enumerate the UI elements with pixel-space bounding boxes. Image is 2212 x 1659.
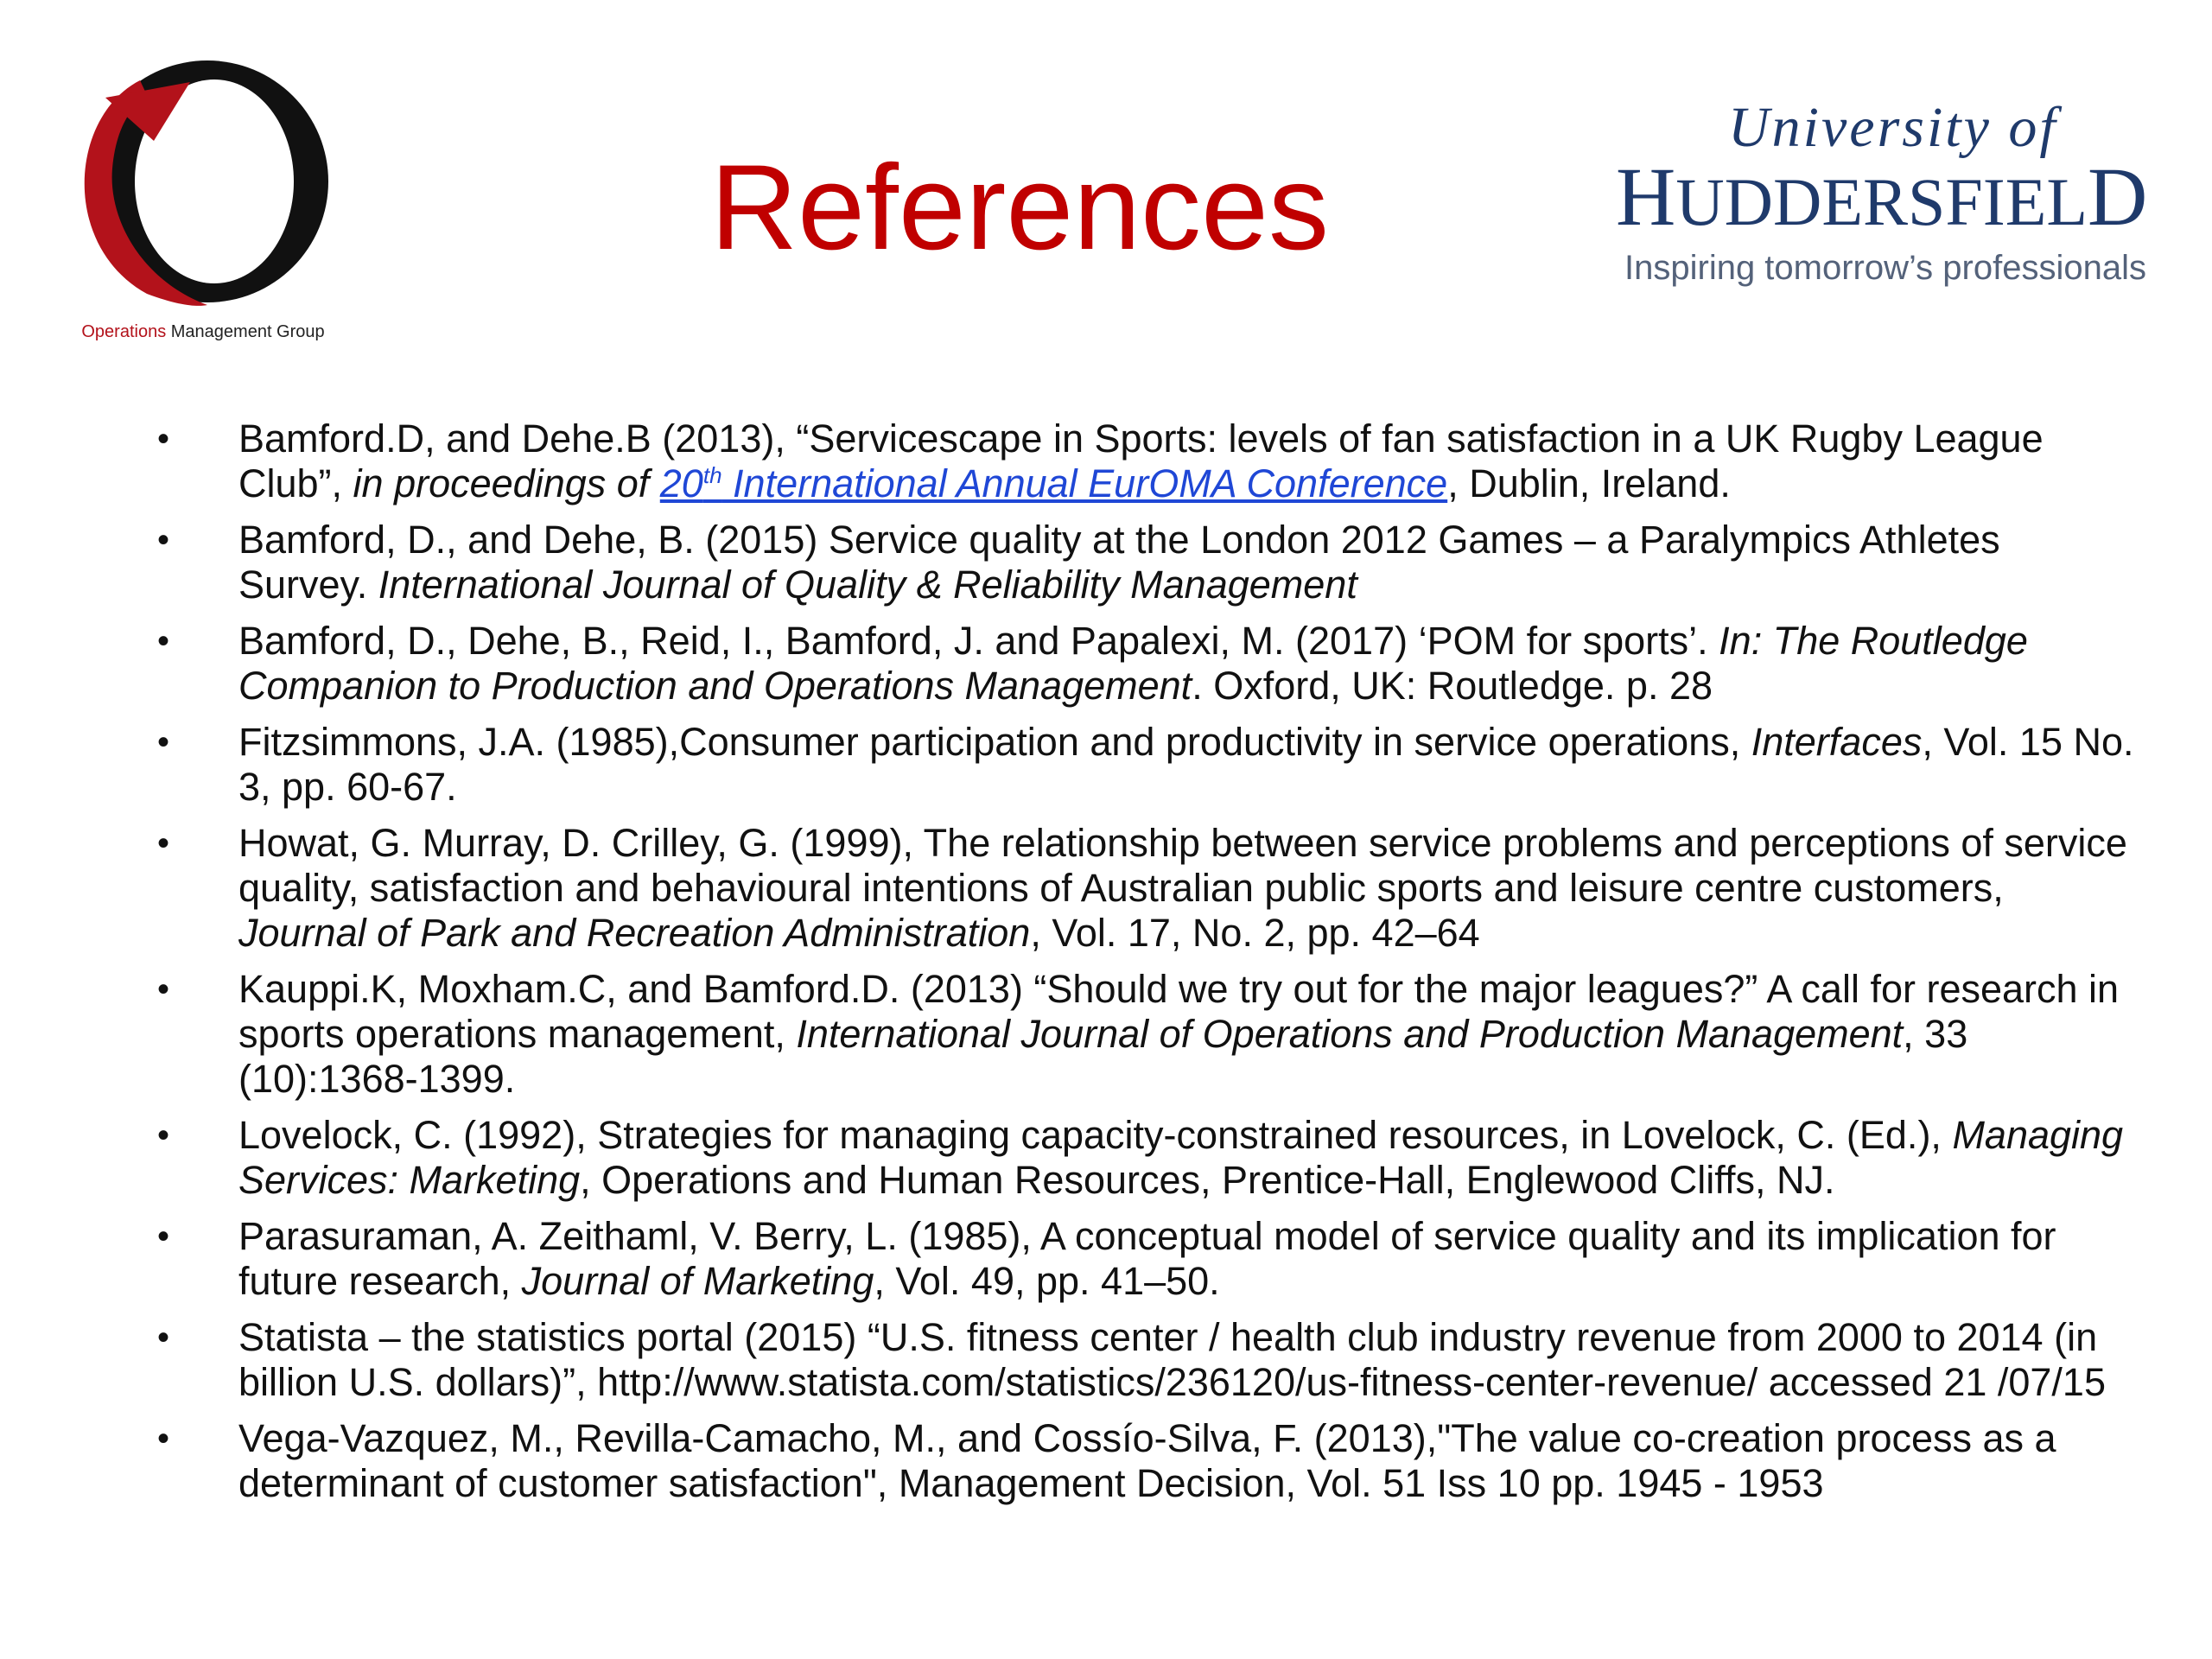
reference-item xyxy=(147,821,2134,956)
page-title: References xyxy=(710,139,1329,275)
university-tagline: Inspiring tomorrow’s professionals xyxy=(1624,249,2146,287)
reference-italic: In: The Routledge Companion to Production and Operations Management xyxy=(238,619,2028,708)
bullet-icon: • xyxy=(157,420,170,458)
university-logo xyxy=(1607,95,2177,302)
reference-text: Lovelock, C. (1992), Strategies for managing capacity-constrained resources, in Lovelock, C. (Ed.), xyxy=(238,1113,1953,1157)
reference-italic: International Journal of Quality & Reliability Management xyxy=(378,563,1357,607)
bullet-icon: • xyxy=(157,1319,170,1357)
operations-management-group-logo xyxy=(60,48,346,359)
university-name-h: H xyxy=(1616,150,1676,243)
omg-caption-rest: Management Group xyxy=(166,322,325,341)
reference-text-end: , Vol. 17, No. 2, pp. 42–64 xyxy=(1030,911,1480,955)
reference-text: Bamford.D, and Dehe.B (2013), “Servicescape in Sports: levels of fan satisfaction in a UK Rugby League Club”, xyxy=(238,416,2044,505)
reference-italic: in proceedings of xyxy=(353,461,660,505)
reference-text: Fitzsimmons, J.A. (1985),Consumer participation and productivity in service operations, xyxy=(238,720,1751,764)
reference-item xyxy=(147,720,2134,810)
reference-item xyxy=(147,518,2134,607)
omg-ring-icon xyxy=(60,48,346,324)
university-of-text: University of xyxy=(1728,96,2058,159)
reference-text: Bamford, D., Dehe, B., Reid, I., Bamford, J. and Papalexi, M. (2017) ‘POM for sports’. xyxy=(238,619,1719,663)
reference-text-end: , Dublin, Ireland. xyxy=(1447,461,1731,505)
omg-caption xyxy=(60,322,346,342)
reference-item xyxy=(147,619,2134,709)
bullet-icon: • xyxy=(157,970,170,1008)
university-name-d: D xyxy=(2088,150,2148,243)
omg-caption-red: Operations xyxy=(81,322,167,341)
reference-text-end: , 33 (10):1368-1399. xyxy=(238,1012,1968,1101)
bullet-icon: • xyxy=(157,723,170,761)
link-superscript: th xyxy=(702,462,722,488)
reference-italic: Journal of Marketing xyxy=(521,1259,874,1303)
reference-item xyxy=(147,1315,2134,1405)
bullet-icon: • xyxy=(157,622,170,660)
reference-italic: International Journal of Operations and Production Management xyxy=(796,1012,1904,1056)
university-name-rest: UDDERSFIEL xyxy=(1675,164,2088,239)
bullet-icon: • xyxy=(157,1116,170,1154)
bullet-icon: • xyxy=(157,1217,170,1255)
reference-item xyxy=(147,967,2134,1102)
bullet-icon: • xyxy=(157,824,170,862)
reference-text-end: , Vol. 15 No. 3, pp. 60-67. xyxy=(238,720,2134,809)
reference-text-end: , Vol. 49, pp. 41–50. xyxy=(874,1259,1220,1303)
reference-text: Howat, G. Murray, D. Crilley, G. (1999), The relationship between service problems and perceptions of service quality, satisfaction and behavioural intentions of Australian public sports and leisure centre customers, xyxy=(238,821,2127,910)
reference-italic: Managing Services: Marketing xyxy=(238,1113,2124,1202)
references-list xyxy=(147,416,2134,1517)
bullet-icon: • xyxy=(157,1420,170,1458)
reference-item xyxy=(147,1416,2134,1506)
reference-text-end: . Oxford, UK: Routledge. p. 28 xyxy=(1192,664,1713,708)
bullet-icon: • xyxy=(157,521,170,559)
link-text: 20 xyxy=(659,461,703,505)
reference-text: Statista – the statistics portal (2015) “U.S. fitness center / health club industry revenue from 2000 to 2014 (in billion U.S. dollars)”, http://www.statista.com/statistics/236120/us-fitness-center-revenue/ accessed 21 /07/15 xyxy=(238,1315,2106,1404)
reference-italic: Journal of Park and Recreation Administration xyxy=(238,911,1031,955)
reference-text: Bamford, D., and Dehe, B. (2015) Service quality at the London 2012 Games – a Paralympics Athletes Survey. xyxy=(238,518,2000,607)
euroma-conference-link[interactable] xyxy=(660,461,1447,505)
reference-text: Kauppi.K, Moxham.C, and Bamford.D. (2013) “Should we try out for the major leagues?” A call for research in sports operations management, xyxy=(238,967,2120,1056)
reference-item xyxy=(147,1214,2134,1304)
university-name xyxy=(1616,149,2147,245)
reference-item xyxy=(147,416,2134,506)
reference-italic: Interfaces xyxy=(1751,720,1923,764)
reference-text: Vega-Vazquez, M., Revilla-Camacho, M., and Cossío-Silva, F. (2013),"The value co-creation process as a determinant of customer satisfaction", Management Decision, Vol. 51 Iss 10 pp. 1945 - 1953 xyxy=(238,1416,2056,1505)
reference-item xyxy=(147,1113,2134,1203)
link-text-rest: International Annual EurOMA Conference xyxy=(721,461,1448,505)
reference-text-end: , Operations and Human Resources, Prentice-Hall, Englewood Cliffs, NJ. xyxy=(580,1158,1835,1202)
reference-text: Parasuraman, A. Zeithaml, V. Berry, L. (1985), A conceptual model of service quality and its implication for future research, xyxy=(238,1214,2056,1303)
